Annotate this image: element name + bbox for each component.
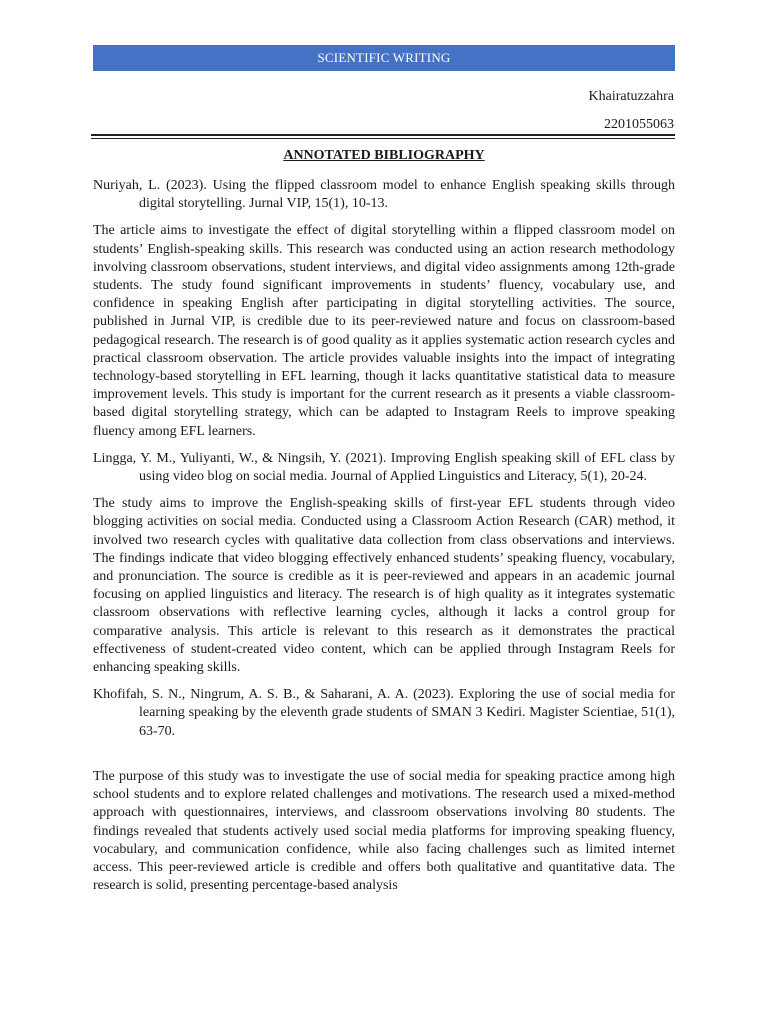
annotation-entry-2: The study aims to improve the English-speaking skills of first-year EFL students through video blogging activities on social media. Conducted using a Classroom Action Research (CAR) method, it involved two research cycles with qualitative data collection from class observations and interviews. The findings indicate that video blogging effectively enhanced students’ speaking fluency, vocabulary, and pronunciation. The source is credible as it is peer-reviewed and appears in an academic journal focusing on applied linguistics and literacy. The research is of high quality as it integrates systematic classroom observations with reflective learning cycles, although it lacks a control group for comparative analysis. This article is relevant to this research as it demonstrates the practical effectiveness of student-created video content, which can be applied through Instagram Reels for enhancing speaking skills. [93,496,675,676]
course-header-bar [93,45,675,71]
annotation-entry-3: The purpose of this study was to investigate the use of social media for speaking practice among high school students and to explore related challenges and motivations. The research used a mixed-method approach with questionnaires, interviews, and classroom observations involving 80 students. The findings revealed that students actively used social media platforms for improving speaking fluency, vocabulary, and communication confidence, while also facing challenges such as limited internet access. This peer-reviewed article is credible and offers both qualitative and quantitative data. The research is solid, presenting percentage-based analysis [93,768,675,894]
annotation-entry-1: The article aims to investigate the effect of digital storytelling within a flipped classroom model on students’ English-speaking skills. This research was conducted using an action research methodology involving classroom observations, student interviews, and digital video assignments among 12th-grade students. The study found significant improvements in students’ fluency, vocabulary use, and confidence in speaking English after participating in digital storytelling activities. The source, published in Jurnal VIP, is credible due to its peer-reviewed nature and focus on classroom-based pedagogical research. The research is of good quality as it applies systematic action research cycles and practical classroom observation. The article provides valuable insights into the impact of integrating technology-based storytelling in EFL learning, though it lacks quantitative statistical data to measure improvement levels. This study is important for the current research as it presents a viable classroom-based digital storytelling strategy, which can be adapted to Instagram Reels to improve speaking fluency among EFL learners. [93,223,675,439]
citation-entry-2: Lingga, Y. M., Yuliyanti, W., & Ningsih, Y. (2021). Improving English speaking skill of EFL class by using video blog on social media. Journal of Applied Linguistics and Literacy, 5(1), 20-24. [93,450,675,485]
paragraph-spacer [93,750,675,768]
author-name: Khairatuzzahra [588,89,674,104]
citation-entry-3: Khofifah, S. N., Ningrum, A. S. B., & Saharani, A. A. (2023). Exploring the use of social media for learning speaking by the eleventh grade students of SMAN 3 Kediri. Magister Scientiae, 51(1), 63-70. [93,687,675,739]
bibliography-body [93,177,675,904]
student-id: 2201055063 [604,117,674,132]
header-divider-thin [91,138,675,139]
document-title: ANNOTATED BIBLIOGRAPHY [283,148,485,163]
course-title: SCIENTIFIC WRITING [317,50,451,65]
citation-entry-1: Nuriyah, L. (2023). Using the flipped classroom model to enhance English speaking skills through digital storytelling. Jurnal VIP, 15(1), 10-13. [93,178,675,212]
header-divider-thick [91,134,675,136]
